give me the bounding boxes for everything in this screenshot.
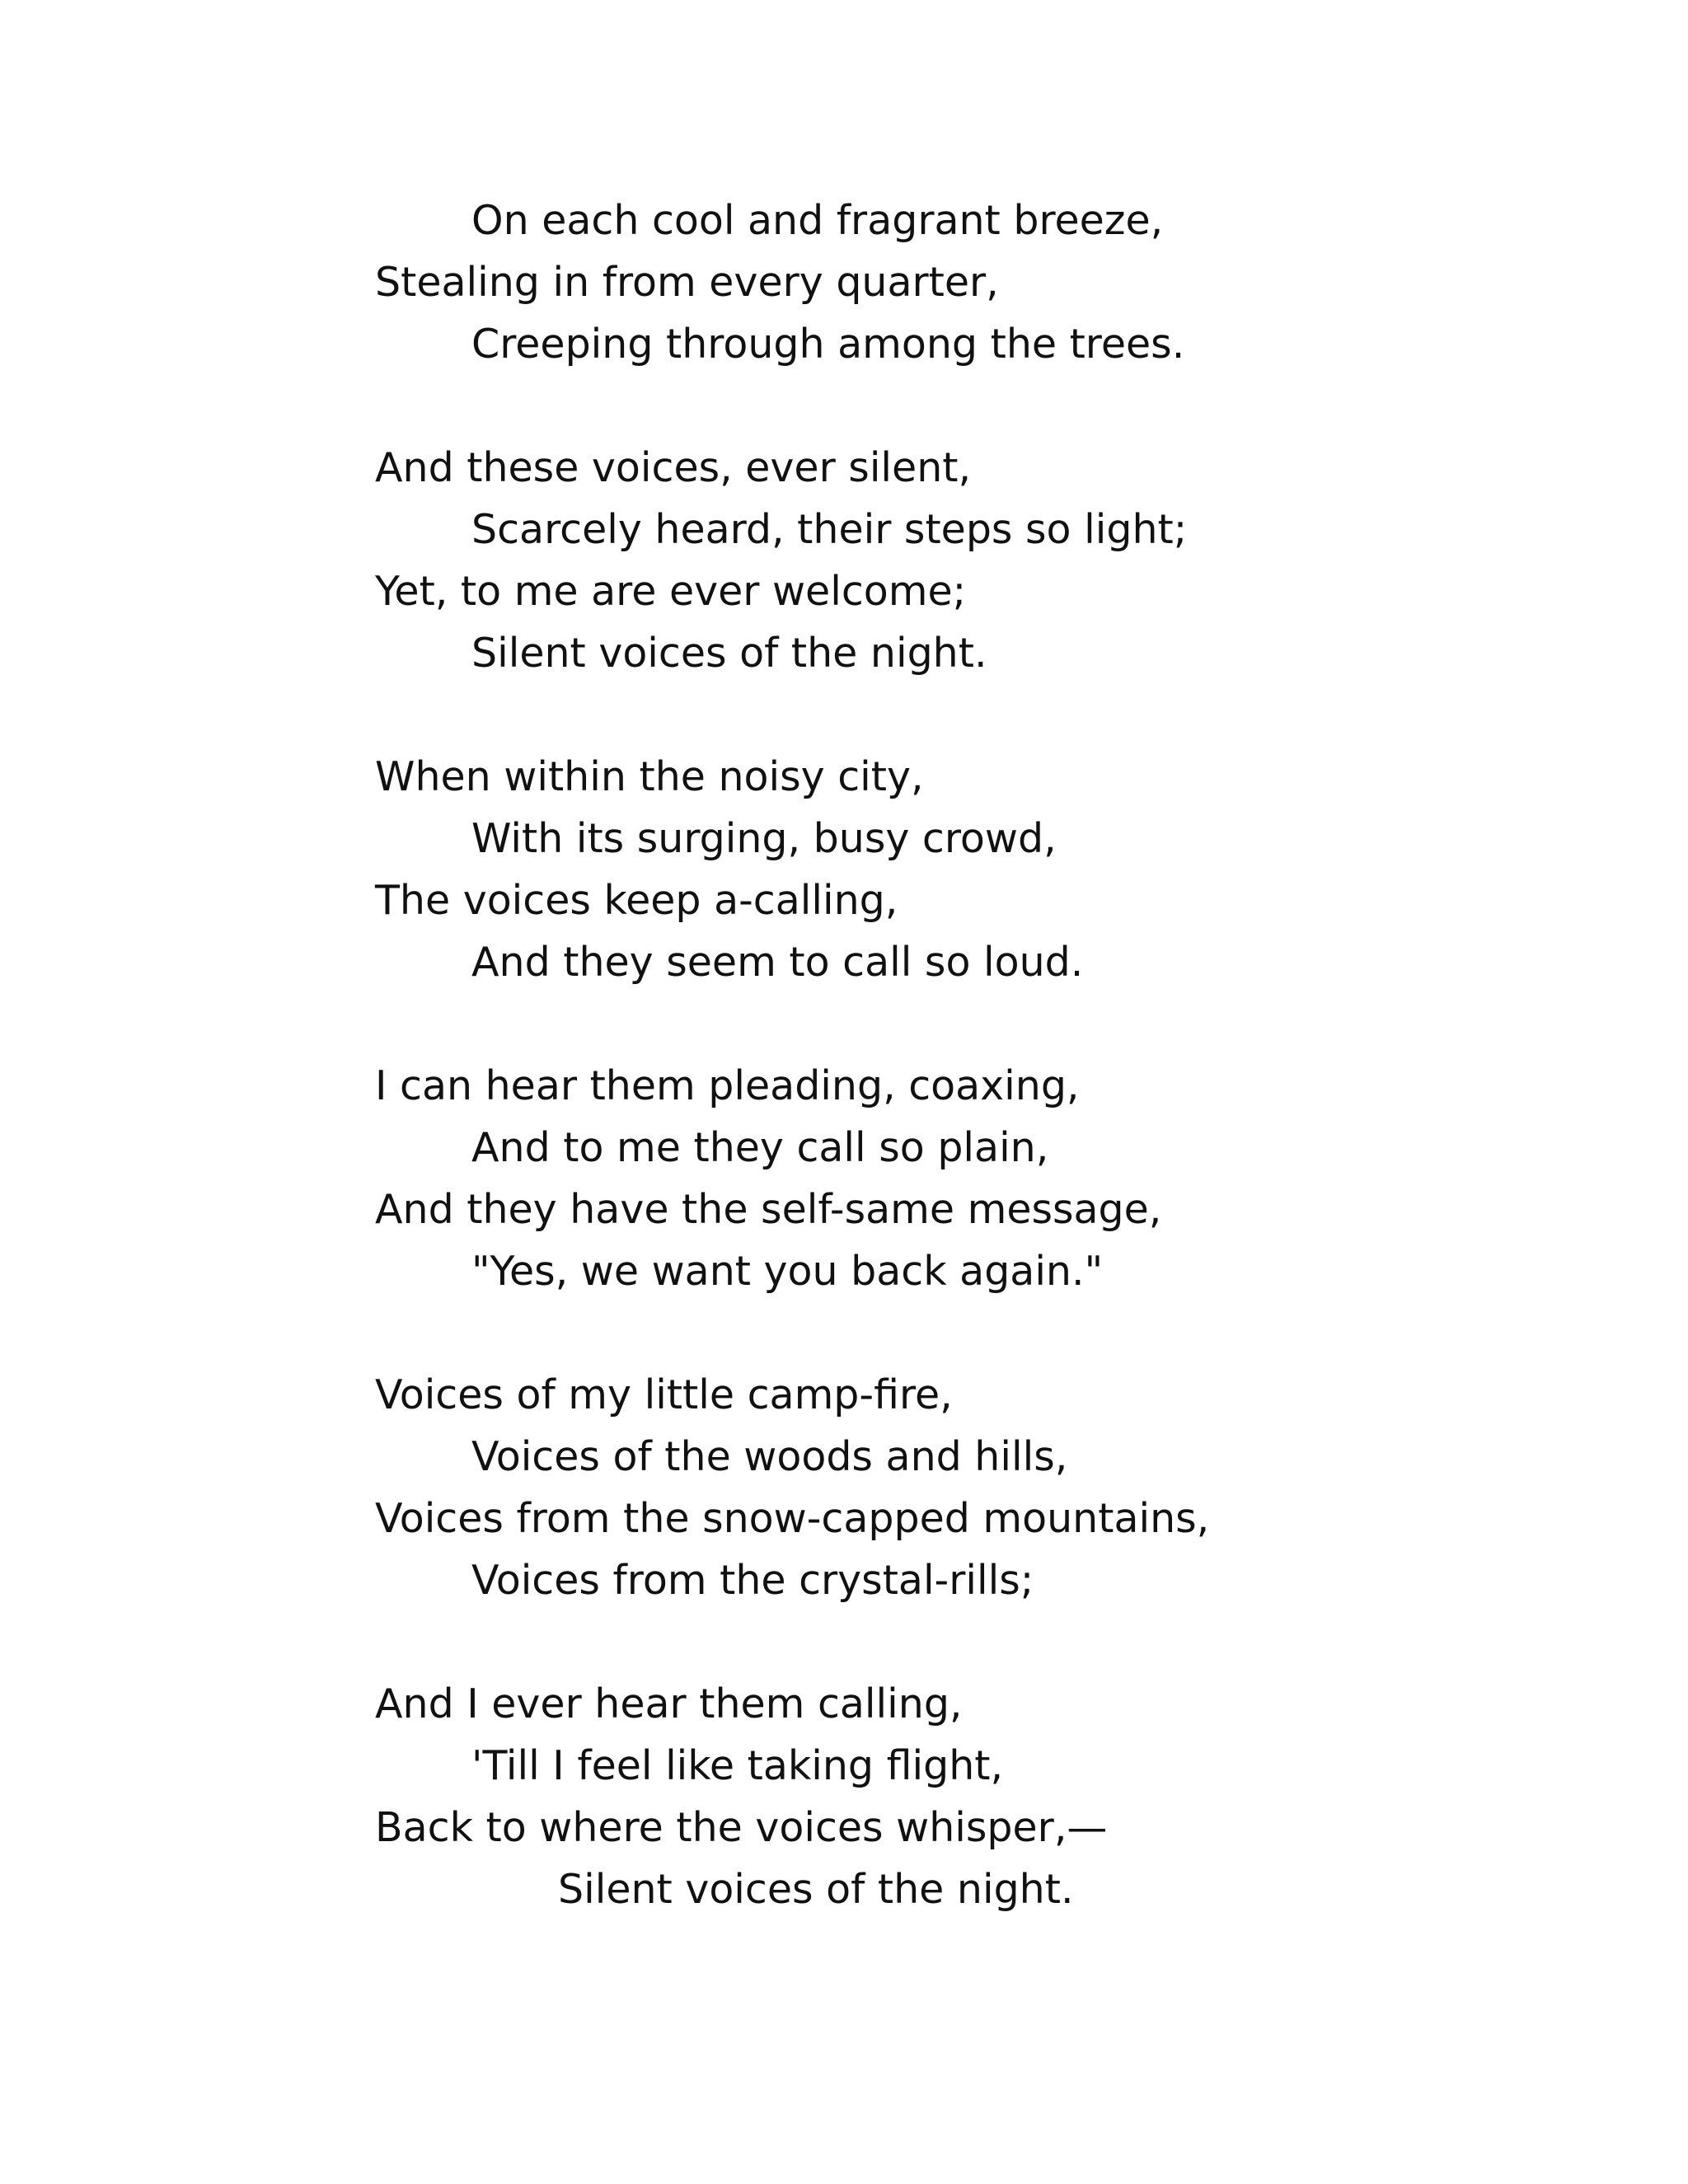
poem-line: 'Till I feel like taking flight,	[471, 1742, 1004, 1789]
poem-body	[375, 190, 1611, 1920]
poem-line: Silent voices of the night.	[471, 630, 987, 677]
stanza-2	[375, 437, 1611, 684]
stanza-gap	[375, 375, 1611, 437]
poem-line: And I ever hear them calling,	[375, 1680, 963, 1727]
stanza-4	[375, 1055, 1611, 1302]
poem-line: Back to where the voices whisper,—	[375, 1804, 1108, 1851]
poem-line: And to me they call so plain,	[471, 1124, 1049, 1171]
stanza-gap	[375, 1611, 1611, 1673]
poem-line: And these voices, ever silent,	[375, 444, 972, 491]
poem-line: Stealing in from every quarter,	[375, 259, 999, 306]
poem-line: Voices of my little camp-fire,	[375, 1371, 953, 1418]
stanza-gap	[375, 1302, 1611, 1364]
poem-line: Scarcely heard, their steps so light;	[471, 506, 1188, 553]
poem-line: The voices keep a-calling,	[375, 877, 898, 924]
poem-line: Voices of the woods and hills,	[471, 1433, 1068, 1480]
stanza-6	[375, 1673, 1611, 1920]
poem-line: Silent voices of the night.	[558, 1866, 1074, 1913]
poem-line: Voices from the snow-capped mountains,	[375, 1495, 1210, 1542]
stanza-gap	[375, 684, 1611, 746]
stanza-gap	[375, 993, 1611, 1055]
poem-line: Creeping through among the trees.	[471, 321, 1185, 368]
stanza-1	[375, 190, 1611, 375]
poem-line: And they seem to call so loud.	[471, 939, 1084, 986]
stanza-3	[375, 746, 1611, 993]
poem-line: Yet, to me are ever welcome;	[375, 568, 967, 615]
poem-line: Voices from the crystal-rills;	[471, 1557, 1034, 1604]
poem-line: "Yes, we want you back again."	[471, 1248, 1104, 1295]
poem-line: And they have the self-same message,	[375, 1186, 1162, 1233]
poem-line: On each cool and fragrant breeze,	[471, 197, 1164, 244]
stanza-5	[375, 1364, 1611, 1611]
poem-line: I can hear them pleading, coaxing,	[375, 1062, 1080, 1109]
poem-line: With its surging, busy crowd,	[471, 815, 1057, 862]
poem-line: When within the noisy city,	[375, 753, 924, 800]
